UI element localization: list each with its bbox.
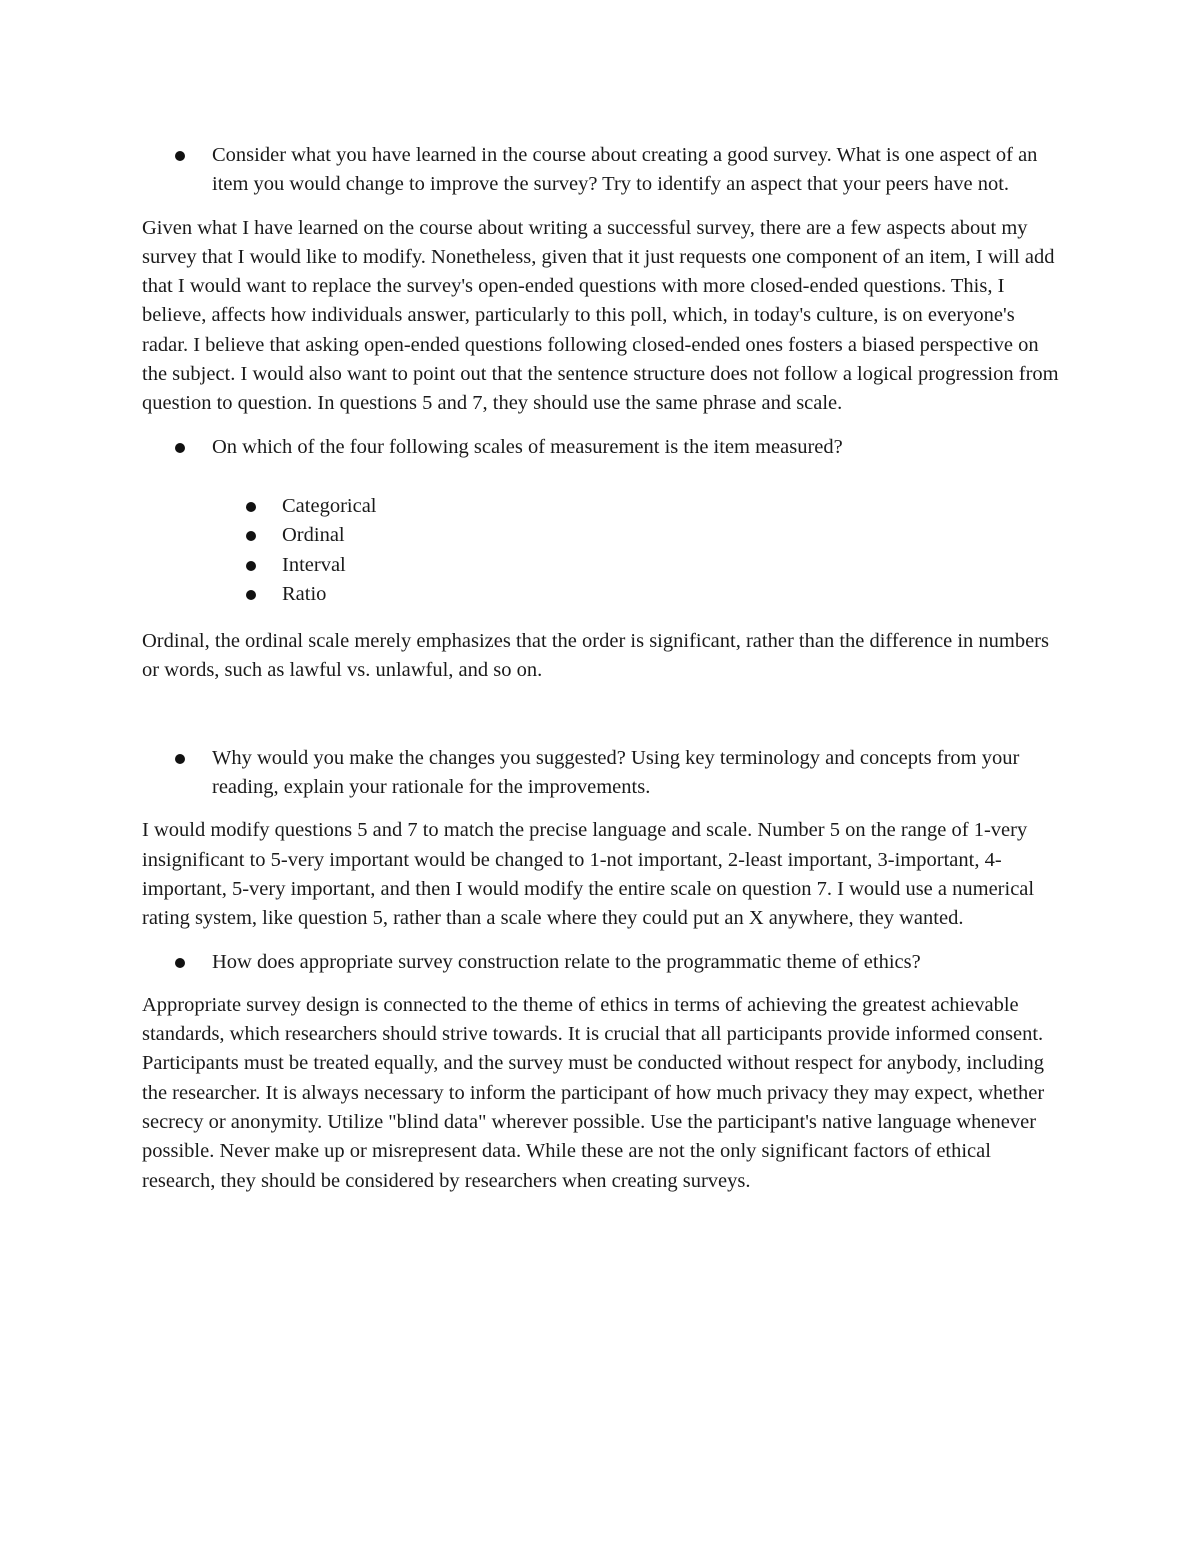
scale-option bbox=[142, 521, 1062, 550]
question-2-text: On which of the four following scales of measurement is the item measured? bbox=[212, 435, 843, 458]
blank-line bbox=[142, 700, 1062, 744]
bullet-icon bbox=[246, 590, 256, 600]
answer-2: Ordinal, the ordinal scale merely emphasizes that the order is significant, rather than the difference in numbers or words, such as lawful vs. unlawful, and so on. bbox=[142, 630, 1049, 682]
scale-option bbox=[142, 492, 1062, 521]
question-1 bbox=[142, 141, 1062, 200]
scale-option-label: Ratio bbox=[282, 582, 327, 605]
document-body bbox=[142, 141, 1062, 1210]
answer-3: I would modify questions 5 and 7 to match the precise language and scale. Number 5 on the range of 1-very insignificant to 5-very important would be changed to 1-not important, 2-least important, 3-important, 4-important, 5-very important, and then I would modify the entire scale on question 7. I would use a numerical rating system, like question 5, rather than a scale where they could put an X anywhere, they wanted. bbox=[142, 819, 1035, 930]
scale-options-list bbox=[142, 492, 1062, 609]
bullet-icon bbox=[175, 151, 185, 161]
bullet-icon bbox=[175, 754, 185, 764]
question-1-text: Consider what you have learned in the course about creating a good survey. What is one aspect of an item you would change to improve the survey? Try to identify an aspect that your peers have not. bbox=[212, 144, 1038, 196]
bullet-icon bbox=[246, 502, 256, 512]
answer-1: Given what I have learned on the course about writing a successful survey, there are a few aspects about my survey that I would like to modify. Nonetheless, given that it just requests one component of an item, I will add that I would want to replace the survey's open-ended questions with more closed-ended questions. This, I believe, affects how individuals answer, particularly to this poll, which, in today's culture, is on everyone's radar. I believe that asking open-ended questions following closed-ended ones fosters a biased perspective on the subject. I would also want to point out that the sentence structure does not follow a logical progression from question to question. In questions 5 and 7, they should use the same phrase and scale. bbox=[142, 216, 1059, 415]
bullet-icon bbox=[246, 561, 256, 571]
bullet-icon bbox=[246, 531, 256, 541]
question-4 bbox=[142, 948, 1062, 977]
scale-option-label: Interval bbox=[282, 553, 346, 576]
scale-option-label: Ordinal bbox=[282, 524, 345, 547]
question-2 bbox=[142, 433, 1062, 462]
answer-4: Appropriate survey design is connected to the theme of ethics in terms of achieving the greatest achievable standards, which researchers should strive towards. It is crucial that all participants provide informed consent. Participants must be treated equally, and the survey must be conducted without respect for anybody, including the researcher. It is always necessary to inform the participant of how much privacy they may expect, whether secrecy or anonymity. Utilize "blind data" wherever possible. Use the participant's native language whenever possible. Never make up or misrepresent data. While these are not the only significant factors of ethical research, they should be considered by researchers when creating surveys. bbox=[142, 993, 1045, 1192]
question-4-text: How does appropriate survey construction relate to the programmatic theme of ethics? bbox=[212, 950, 921, 973]
scale-option bbox=[142, 580, 1062, 609]
bullet-icon bbox=[175, 443, 185, 453]
scale-option-label: Categorical bbox=[282, 494, 377, 517]
scale-option bbox=[142, 551, 1062, 580]
question-3-text: Why would you make the changes you suggested? Using key terminology and concepts from your reading, explain your rationale for the improvements. bbox=[212, 746, 1020, 799]
bullet-icon bbox=[175, 958, 185, 968]
question-3 bbox=[142, 744, 1062, 803]
